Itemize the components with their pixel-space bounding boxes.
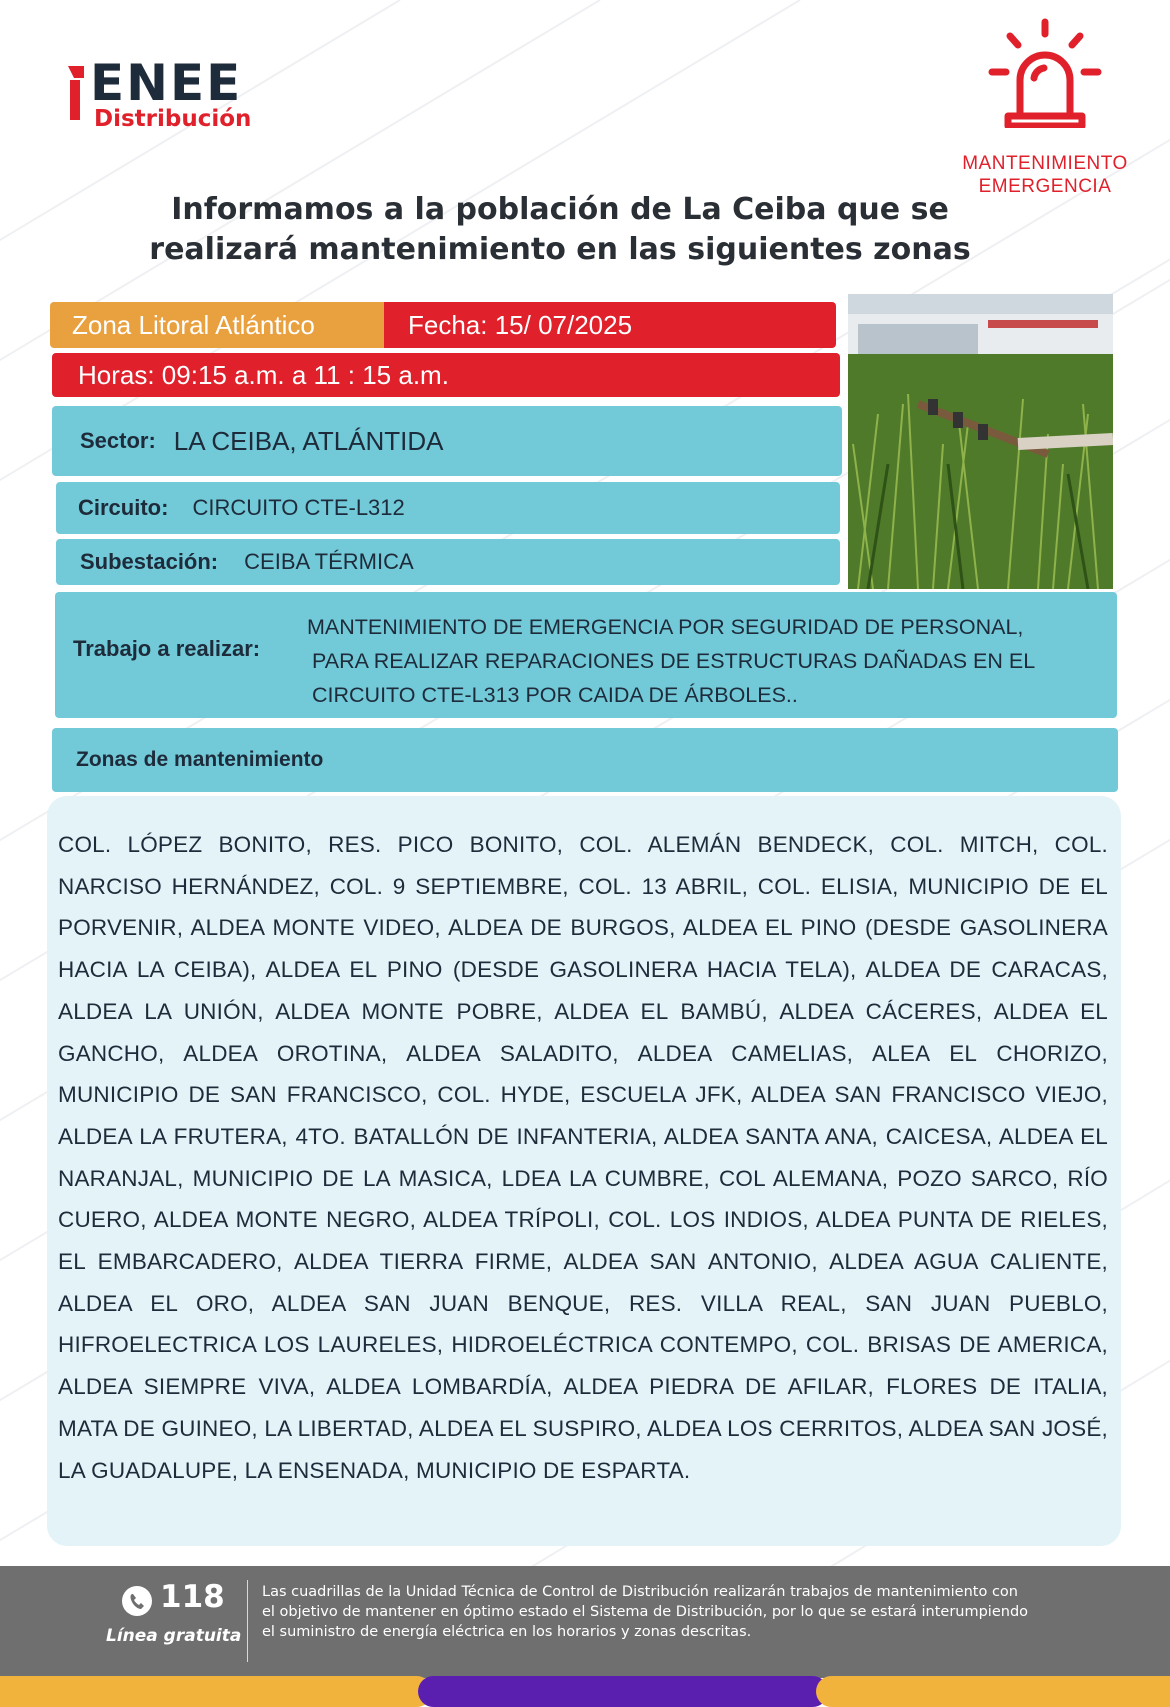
disclaimer-line: el suministro de energía eléctrica en los horarios y zonas descritas. bbox=[262, 1624, 752, 1640]
trabajo-line: MANTENIMIENTO DE EMERGENCIA POR SEGURIDAD DE PERSONAL, bbox=[307, 615, 1024, 639]
hotline-label: Línea gratuita bbox=[106, 1626, 242, 1646]
zonas-heading: Zonas de mantenimiento bbox=[76, 748, 324, 771]
damaged-pole-photo bbox=[848, 294, 1113, 589]
bottom-bar-orange bbox=[0, 1676, 432, 1707]
bottom-bar-purple bbox=[418, 1676, 828, 1707]
bottom-bar-orange-right bbox=[816, 1676, 1170, 1707]
trabajo-line: CIRCUITO CTE-L313 POR CAIDA DE ÁRBOLES.. bbox=[312, 683, 798, 707]
enee-logo bbox=[66, 54, 296, 138]
footer-divider bbox=[247, 1580, 248, 1662]
zonas-list-text: COL. LÓPEZ BONITO, RES. PICO BONITO, COL. ALEMÁN BENDECK, COL. MITCH, COL. NARCISO HERNÁNDEZ, COL. 9 SEPTIEMBRE, COL. 13 ABRIL, COL. ELISIA, MUNICIPIO DE EL PORVENIR, ALDEA MONTE VIDEO, ALDEA DE BURGOS, ALDEA EL PINO (DESDE GASOLINERA HACIA LA CEIBA), ALDEA EL PINO (DESDE GASOLINERA HACIA TELA), ALDEA DE CARACAS, ALDEA LA UNIÓN, ALDEA MONTE POBRE, ALDEA EL BAMBÚ, ALDEA CÁCERES, ALDEA EL GANCHO, ALDEA OROTINA, ALDEA SALADITO, ALDEA CAMELIAS, ALEA EL CHORIZO, MUNICIPIO DE SAN FRANCISCO, COL. HYDE, ESCUELA JFK, ALDEA SAN FRANCISCO VIEJO, ALDEA LA FRUTERA, 4TO. BATALLÓN DE INFANTERIA, ALDEA SANTA ANA, CAICESA, ALDEA EL NARANJAL, MUNICIPIO DE LA MASICA, LDEA LA CUMBRE, COL ALEMANA, POZO SARCO, RÍO CUERO, ALDEA MONTE NEGRO, ALDEA TRÍPOLI, COL. LOS INDIOS, ALDEA PUNTA DE RIELES, EL EMBARCADERO, ALDEA TIERRA FIRME, ALDEA SAN ANTONIO, ALDEA AGUA CALIENTE, ALDEA EL ORO, ALDEA SAN JUAN BENQUE, RES. VILLA REAL, SAN JUAN PUEBLO, HIFROELECTRICA LOS LAURELES, HIDROELÉCTRICA CONTEMPO, COL. BRISAS DE AMERICA, ALDEA SIEMPRE VIVA, ALDEA LOMBARDÍA, ALDEA PIEDRA DE AFILAR, FLORES DE ITALIA, MATA DE GUINEO, LA LIBERTAD, ALDEA EL SUSPIRO, ALDEA LOS CERRITOS, ALDEA SAN JOSÉ, LA GUADALUPE, LA ENSENADA, MUNICIPIO DE ESPARTA. bbox=[58, 832, 1108, 1483]
headline-line2: realizará mantenimiento en las siguientes zonas bbox=[149, 232, 971, 267]
sector-panel bbox=[52, 406, 842, 476]
zonas-list-panel bbox=[47, 796, 1121, 1546]
logo-mark-icon bbox=[66, 66, 86, 120]
trabajo-value bbox=[307, 610, 1157, 712]
footer-disclaimer bbox=[262, 1582, 1142, 1642]
phone-icon bbox=[122, 1586, 152, 1616]
disclaimer-line: el objetivo de mantener en óptimo estado el Sistema de Distribución, por lo que se estará interumpiendo bbox=[262, 1604, 1029, 1620]
headline-line1: Informamos a la población de La Ceiba que se bbox=[171, 192, 949, 227]
sector-value: LA CEIBA, ATLÁNTIDA bbox=[173, 425, 444, 456]
siren-icon bbox=[986, 18, 1104, 128]
circuito-value: CIRCUITO CTE-L312 bbox=[192, 495, 405, 520]
logo-subtitle: Distribución bbox=[94, 106, 252, 132]
disclaimer-line: Las cuadrillas de la Unidad Técnica de Control de Distribución realizarán trabajos de mantenimiento con bbox=[262, 1584, 1018, 1600]
trabajo-panel bbox=[55, 592, 1117, 718]
horas-badge: Horas: 09:15 a.m. a 11 : 15 a.m. bbox=[52, 353, 840, 397]
footer bbox=[0, 1566, 1170, 1678]
subestacion-panel bbox=[56, 539, 840, 585]
headline bbox=[60, 190, 1060, 270]
trabajo-line: PARA REALIZAR REPARACIONES DE ESTRUCTURAS DAÑADAS EN EL bbox=[312, 649, 1036, 673]
zona-badge: Zona Litoral Atlántico bbox=[50, 302, 386, 348]
badge-line2: EMERGENCIA bbox=[978, 176, 1112, 197]
zonas-heading-panel bbox=[52, 728, 1118, 792]
maintenance-emergency-badge bbox=[950, 18, 1140, 197]
trabajo-label: Trabajo a realizar: bbox=[73, 636, 261, 661]
fecha-badge: Fecha: 15/ 07/2025 bbox=[384, 302, 836, 348]
sector-label: Sector: bbox=[80, 428, 156, 453]
badge-line1: MANTENIMIENTO bbox=[962, 153, 1128, 174]
logo-wordmark: ENEE bbox=[90, 54, 243, 112]
circuito-label: Circuito: bbox=[78, 495, 169, 520]
subestacion-label: Subestación: bbox=[80, 549, 219, 574]
hotline-number: 118 bbox=[160, 1579, 225, 1615]
circuito-panel bbox=[56, 482, 840, 534]
subestacion-value: CEIBA TÉRMICA bbox=[244, 549, 414, 574]
